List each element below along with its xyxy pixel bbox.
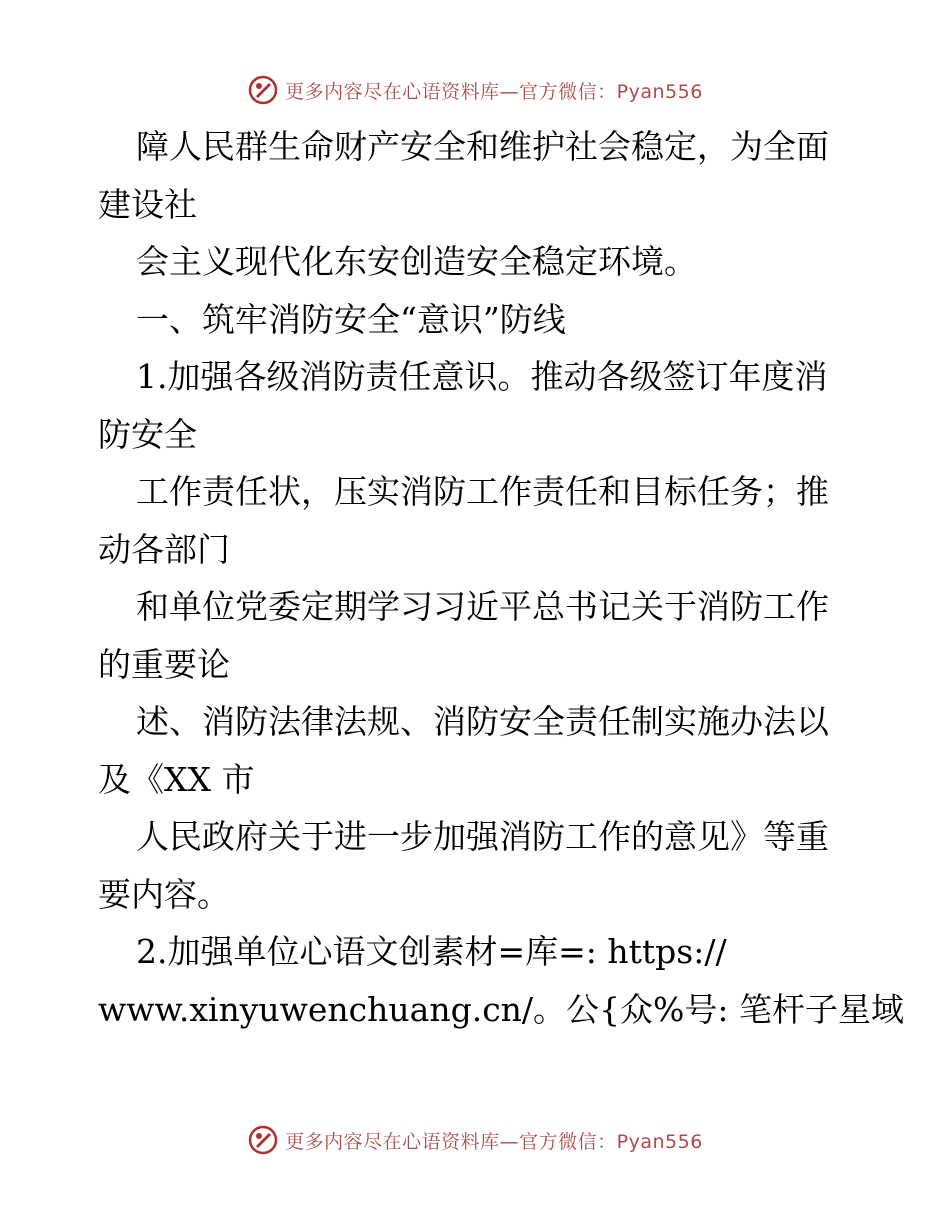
text-line: 要内容。	[98, 874, 230, 914]
text-line: 建设社	[98, 184, 197, 224]
brand-logo-icon	[247, 74, 279, 106]
text-line: 动各部门	[98, 529, 230, 569]
text-line: 工作责任状，压实消防工作责任和目标任务；推	[136, 472, 829, 511]
document-body	[98, 118, 905, 1038]
text-line: 1.加强各级消防责任意识。推动各级签订年度消	[136, 357, 828, 396]
text-line: 述、消防法律法规、消防安全责任制实施办法以	[136, 702, 829, 741]
text-line: 和单位党委定期学习习近平总书记关于消防工作	[136, 587, 829, 626]
text-line: 防安全	[98, 414, 197, 454]
text-line: 人民政府关于进一步加强消防工作的意见》等重	[136, 817, 829, 856]
footer-banner-text: 更多内容尽在心语资料库—官方微信：Pyan556	[285, 1130, 703, 1153]
brand-logo-icon	[247, 1124, 279, 1156]
text-line: www.xinyuwenchuang.cn/。公{众%号: 笔杆子星域	[98, 989, 905, 1029]
footer-banner	[0, 1120, 950, 1160]
text-line: 的重要论	[98, 644, 230, 684]
text-line: 及《XX 市	[98, 759, 255, 799]
text-line: 一、筑牢消防安全“意识”防线	[136, 299, 566, 339]
text-line: 会主义现代化东安创造安全稳定环境。	[136, 242, 697, 281]
text-line: 障人民群生命财产安全和维护社会稳定，为全面	[136, 127, 829, 166]
text-line: 2.加强单位心语文创素材=库=: https://	[136, 932, 727, 971]
header-banner	[0, 70, 950, 110]
header-banner-text: 更多内容尽在心语资料库—官方微信：Pyan556	[285, 80, 703, 103]
